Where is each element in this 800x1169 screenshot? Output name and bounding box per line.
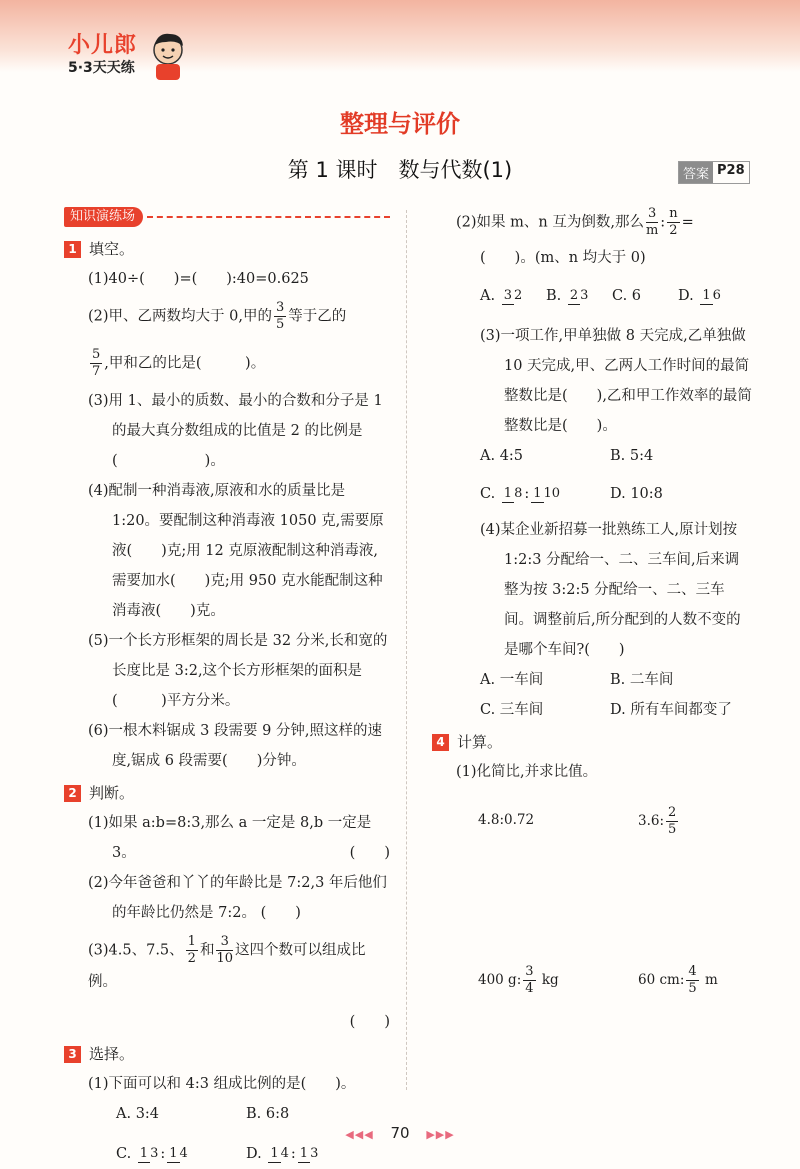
answer-page: P28: [717, 163, 745, 178]
numerator: 3: [525, 964, 534, 979]
section-rule: [147, 216, 390, 218]
numerator: 3: [216, 934, 233, 951]
question-number: 3: [64, 1046, 81, 1063]
fraction: [686, 964, 698, 997]
mascot-icon: [146, 30, 190, 82]
prev-arrows-icon: ◀◀◀: [345, 1128, 374, 1141]
option-b: [546, 281, 612, 311]
numerator: 2: [569, 287, 579, 303]
fraction: [167, 1146, 188, 1163]
denominator: 2: [669, 223, 678, 238]
page-title: 整理与评价: [340, 110, 460, 138]
option-a: [480, 281, 546, 311]
question-4-header: [432, 727, 752, 757]
q3-i4-options-ab: [480, 665, 752, 695]
denominator: 5: [688, 981, 697, 996]
q3-i2-options: [480, 281, 752, 311]
denominator: 5: [668, 822, 677, 837]
numerator: 1: [270, 1145, 279, 1161]
q1-item-1: (1)40÷( )=( ):40=0.625: [88, 271, 309, 287]
brand-logo: [68, 28, 137, 77]
question-1-header: [64, 234, 390, 264]
option-b: B. 5:4: [610, 448, 654, 464]
q1-item-6: (6)一根木料锯成 3 段需要 9 分钟,照这样的速度,锯成 6 段需要( )分钟。: [88, 723, 383, 769]
fraction: [268, 1146, 289, 1163]
q1-item-2-cont: [88, 347, 390, 380]
numerator: 1: [187, 934, 196, 949]
answer-ref: [678, 161, 750, 184]
numerator: 1: [702, 287, 711, 303]
q3-i2-text: (2)如果 m、n 互为倒数,那么: [456, 214, 644, 231]
q3-i1-options-cd: [116, 1139, 390, 1169]
section-label: 知识演练场: [64, 207, 143, 227]
q3-i4-options-cd: [480, 695, 752, 725]
option-a-label: A.: [480, 288, 496, 304]
q2-i3-text-c: 这四个数可以组成比例。: [88, 942, 366, 990]
calc-4-text: 60 cm:: [638, 972, 685, 988]
denominator: 3: [150, 1145, 159, 1161]
q1-i2-text-b: 等于乙的: [288, 308, 347, 325]
answer-paren: ( ): [260, 905, 301, 921]
fraction: [90, 347, 102, 380]
numerator: 4: [688, 964, 697, 979]
option-d-label: D.: [246, 1146, 262, 1162]
calc-3-unit: kg: [541, 972, 559, 988]
option-c: C. 三车间: [480, 702, 544, 718]
option-c-label: C.: [116, 1146, 132, 1162]
numerator: 5: [92, 347, 101, 362]
page-number: 70: [390, 1124, 410, 1142]
answer-paren: ( ): [349, 1014, 390, 1030]
denominator: 10: [543, 485, 561, 501]
denominator: 3: [580, 287, 589, 303]
answer-paren: ( ): [349, 845, 390, 861]
denominator: 2: [187, 951, 196, 966]
fraction: [700, 288, 721, 305]
numerator: 2: [668, 805, 677, 820]
numerator: n: [669, 206, 678, 221]
denominator: 3: [310, 1145, 319, 1161]
question-title: 选择。: [89, 1045, 135, 1063]
numerator: 1: [169, 1145, 178, 1161]
q4-item-1: (1)化简比,并求比值。: [456, 764, 598, 780]
option-d: D. 1 4 : 1 3: [246, 1139, 320, 1169]
fraction: [531, 486, 560, 503]
question-number: 1: [64, 241, 81, 258]
q3-item-1: (1)下面可以和 4:3 组成比例的是( )。: [88, 1076, 356, 1092]
fraction: [298, 1146, 319, 1163]
fraction: [523, 964, 535, 997]
fraction: [274, 300, 286, 333]
option-d: D. 所有车间都变了: [610, 702, 732, 718]
option-c-label: C.: [480, 486, 496, 502]
q1-item-3: (3)用 1、最小的质数、最小的合数和分子是 1 的最大真分数组成的比值是 2 的比例是( )。: [88, 393, 383, 469]
fraction: [502, 486, 523, 503]
fraction: [666, 805, 678, 838]
numerator: 1: [299, 1145, 309, 1161]
calc-1: 4.8:0.72: [478, 812, 535, 828]
fraction: [568, 288, 589, 305]
option-c: C. 1 3 : 1 4: [116, 1139, 246, 1169]
option-d-label: D.: [678, 288, 694, 304]
numerator: 3: [646, 206, 658, 223]
option-d: D. 10:8: [610, 486, 663, 502]
q1-i2-text: (2)甲、乙两数均大于 0,甲的: [88, 308, 272, 325]
q2-item-3-paren-row: [64, 1007, 390, 1037]
q3-i3-options-ab: [480, 441, 752, 471]
q2-item-3: [88, 934, 390, 997]
q4-calc-row-1: [478, 805, 752, 838]
q3-item-3: (3)一项工作,甲单独做 8 天完成,乙单独做 10 天完成,甲、乙两人工作时间的最简整数比是( ),乙和甲工作效率的最简整数比是( )。: [480, 328, 752, 434]
question-number: 4: [432, 734, 449, 751]
right-column: [436, 206, 752, 997]
q2-item-2: [88, 868, 390, 928]
next-arrows-icon: ▶▶▶: [426, 1128, 455, 1141]
numerator: 3: [503, 287, 512, 303]
calc-4: [638, 964, 718, 997]
denominator: 4: [280, 1145, 289, 1161]
question-number: 2: [64, 785, 81, 802]
question-title: 填空。: [89, 240, 135, 258]
q3-i3-options-cd: [480, 479, 752, 509]
page-footer: [0, 1124, 800, 1142]
denominator: 8: [514, 485, 523, 501]
calc-2-text: 3.6:: [638, 813, 665, 829]
option-c: C. 1 8 : 1 10: [480, 479, 610, 509]
q2-i2-text: (2)今年爸爸和丫丫的年龄比是 7:2,3 年后他们的年龄比仍然是 7:2。: [88, 875, 387, 921]
calc-3-text: 400 g:: [478, 972, 522, 988]
option-a: A. 一车间: [480, 672, 544, 688]
q3-item-2: (2)如果 m、n 互为倒数,那么 $\frac{3}{m}$ : $\frac{n}{2}$ =: [456, 206, 694, 238]
q1-item-4: (4)配制一种消毒液,原液和水的质量比是1:20。要配制这种消毒液 1050 克,需要原液( )克;用 12 克原液配制这种消毒液,需要加水( )克;用 950 克水能配制这种消毒液( )克。: [88, 483, 384, 619]
option-b: B. 二车间: [610, 672, 674, 688]
left-column: [64, 206, 390, 1169]
fraction: [216, 934, 233, 967]
option-d: [678, 281, 723, 311]
lesson-subtitle: 第 1 课时 数与代数(1): [287, 158, 513, 182]
calc-4-unit: m: [704, 972, 718, 988]
column-divider: [406, 210, 407, 1090]
question-2-header: [64, 778, 390, 808]
denominator: 5: [275, 317, 285, 332]
q2-i3-text: (3)4.5、7.5、: [88, 942, 184, 959]
question-title: 判断。: [89, 784, 135, 802]
fraction: [502, 288, 523, 305]
denominator: 4: [525, 981, 534, 996]
q3-item-4: (4)某企业新招募一批熟练工人,原计划按 1:2:3 分配给一、二、三车间,后来调整为按 3:2:5 分配给一、二、三车间。调整前后,所分配到的人数不变的是哪个车间?( ): [480, 522, 741, 658]
denominator: m: [645, 223, 659, 238]
q4-calc-row-2: [478, 964, 752, 997]
numerator: 1: [139, 1145, 149, 1161]
fraction: [667, 206, 679, 239]
q2-i1-text: (1)如果 a:b=8:3,那么 a 一定是 8,b 一定是 3。: [88, 815, 372, 861]
fraction: [138, 1146, 159, 1163]
q3-item-2-cont: ( )。(m、n 均大于 0): [480, 250, 646, 266]
option-a: A. 4:5: [480, 448, 524, 464]
section-header: [64, 206, 390, 228]
q2-i3-text-b: 和: [199, 942, 215, 959]
q2-item-1: [88, 808, 390, 868]
answer-label: 答案: [679, 162, 713, 183]
q1-item-2: [88, 300, 390, 333]
option-a: A. 3:4: [116, 1106, 160, 1122]
fraction: [186, 934, 198, 967]
denominator: 6: [712, 287, 721, 303]
fraction: [646, 206, 658, 239]
denominator: 2: [513, 287, 523, 303]
numerator: 3: [275, 300, 285, 315]
denominator: 4: [179, 1145, 188, 1161]
q1-item-5: (5)一个长方形框架的周长是 32 分米,长和宽的长度比是 3:2,这个长方形框架的面积是( )平方分米。: [88, 633, 388, 709]
denominator: 7: [92, 364, 101, 379]
option-b: B. 6:8: [246, 1106, 290, 1122]
logo-sub: 5·3天天练: [68, 60, 135, 76]
logo-main: 小儿郎: [68, 33, 138, 58]
q1-i2-text-c: ,甲和乙的比是( )。: [104, 355, 266, 372]
calc-3: [478, 964, 638, 997]
denominator: 10: [216, 951, 233, 966]
numerator: 1: [503, 485, 513, 501]
option-c: C. 6: [612, 288, 642, 304]
calc-2: [638, 805, 680, 838]
option-b-label: B.: [546, 288, 562, 304]
question-3-header: [64, 1039, 390, 1069]
numerator: 1: [533, 485, 542, 501]
question-title: 计算。: [457, 733, 503, 751]
